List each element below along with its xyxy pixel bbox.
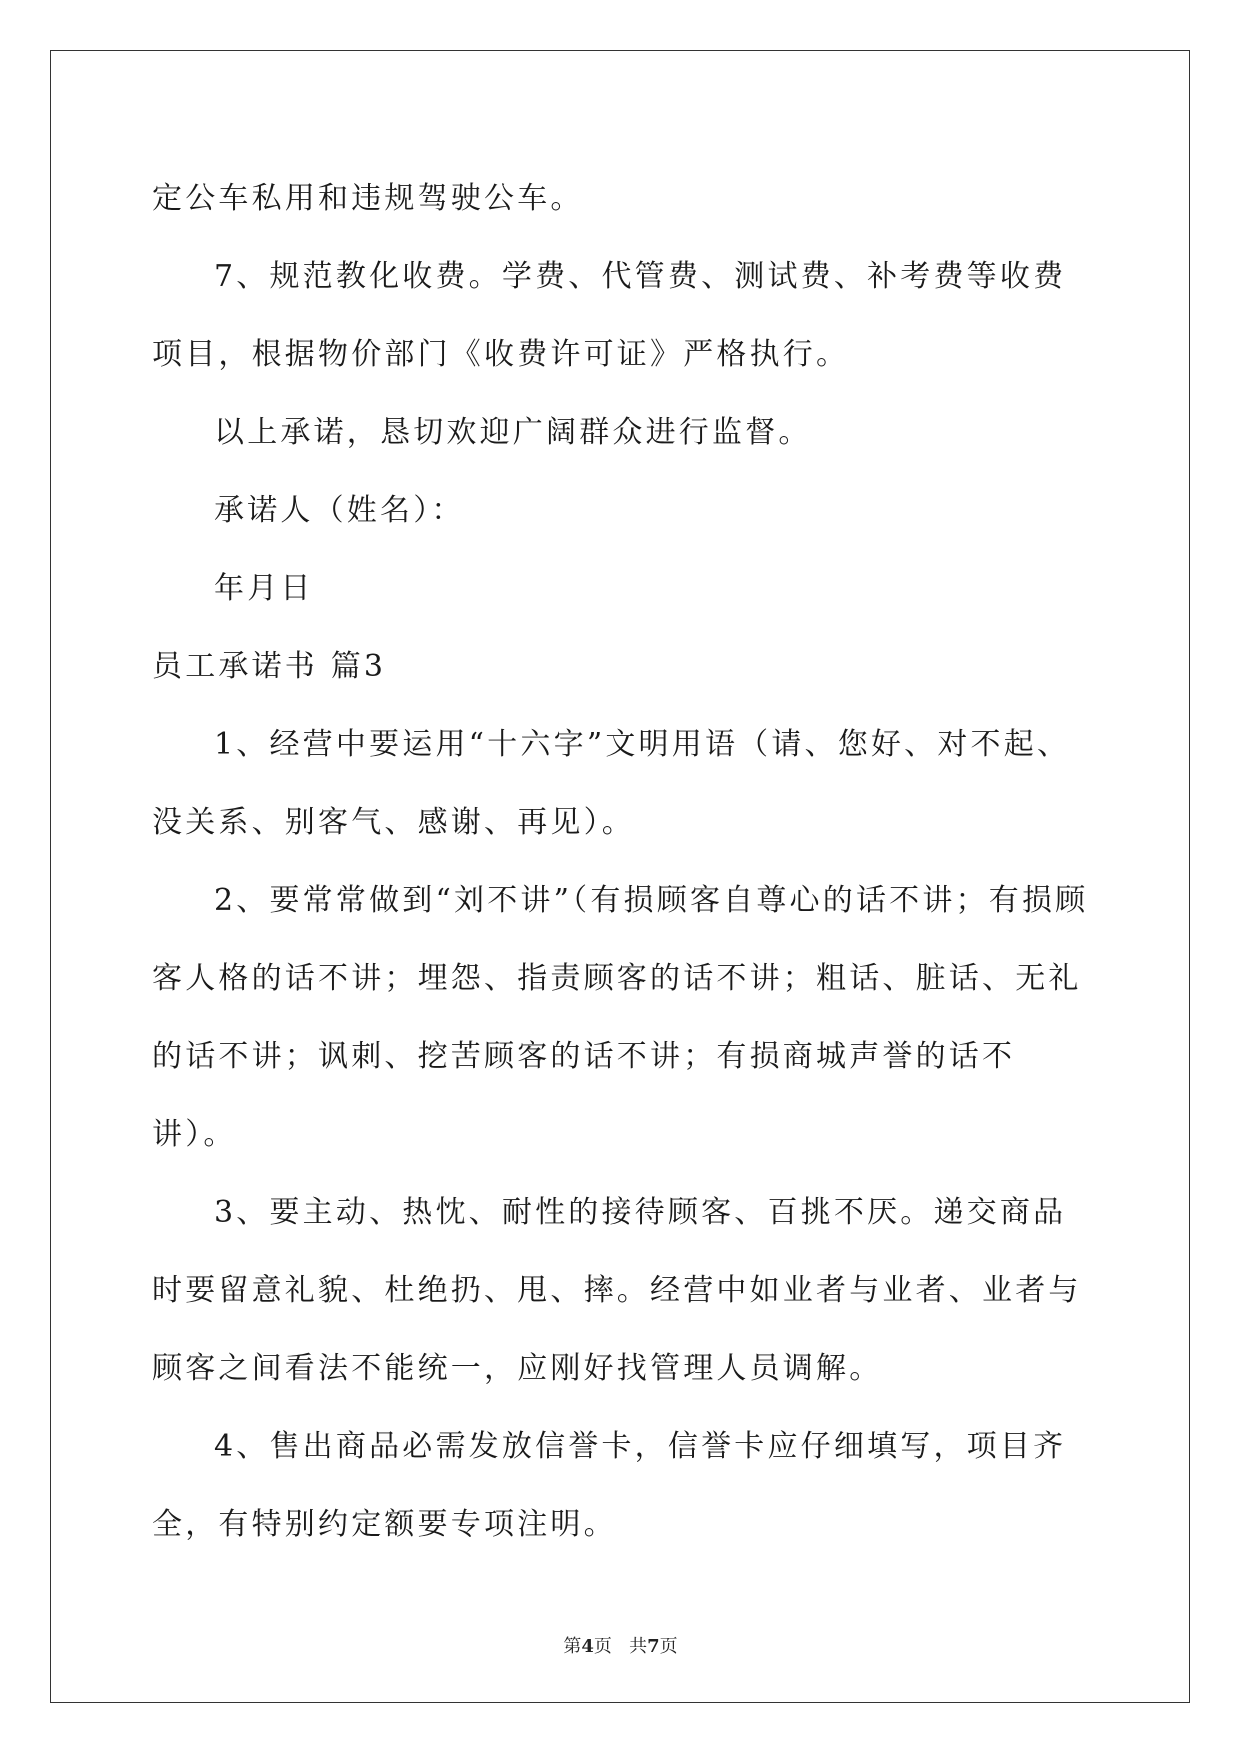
paragraph: 定公车私用和违规驾驶公车。 <box>152 181 584 216</box>
footer-page-unit: 页 <box>593 1636 612 1657</box>
paragraph: 2、要常常做到“刘不讲”（有损顾客自尊心的话不讲；有损顾客人格的话不讲；埋怨、指责顾客的话不讲；粗话、脏话、无礼的话不讲；讽刺、挖苦顾客的话不讲；有损商城声誉的话不讲）。 <box>152 883 1089 1152</box>
paragraph: 以上承诺，恳切欢迎广阔群众进行监督。 <box>214 415 812 450</box>
page-footer <box>0 1632 1241 1658</box>
paragraph: 3、要主动、热忱、耐性的接待顾客、百挑不厌。递交商品时要留意礼貌、杜绝扔、甩、摔。经营中如业者与业者、业者与顾客之间看法不能统一，应刚好找管理人员调解。 <box>152 1195 1082 1386</box>
date-line: 年月日 <box>214 571 314 606</box>
footer-total-prefix: 共 <box>629 1636 648 1657</box>
paragraph: 7、规范教化收费。学费、代管费、测试费、补考费等收费项目，根据物价部门《收费许可证》严格执行。 <box>152 259 1067 372</box>
signatory-line: 承诺人（姓名）： <box>214 493 465 528</box>
page-number: 4 <box>581 1636 594 1657</box>
footer-total-unit: 页 <box>659 1636 678 1657</box>
paragraph: 1、经营中要运用“十六字”文明用语（请、您好、对不起、没关系、别客气、感谢、再见）。 <box>152 727 1071 840</box>
total-pages: 7 <box>647 1636 660 1657</box>
document-body <box>152 160 1092 1564</box>
footer-prefix: 第 <box>563 1636 582 1657</box>
paragraph: 4、售出商品必需发放信誉卡，信誉卡应仔细填写，项目齐全，有特别约定额要专项注明。 <box>152 1429 1067 1542</box>
section-heading: 员工承诺书 篇3 <box>152 649 387 684</box>
